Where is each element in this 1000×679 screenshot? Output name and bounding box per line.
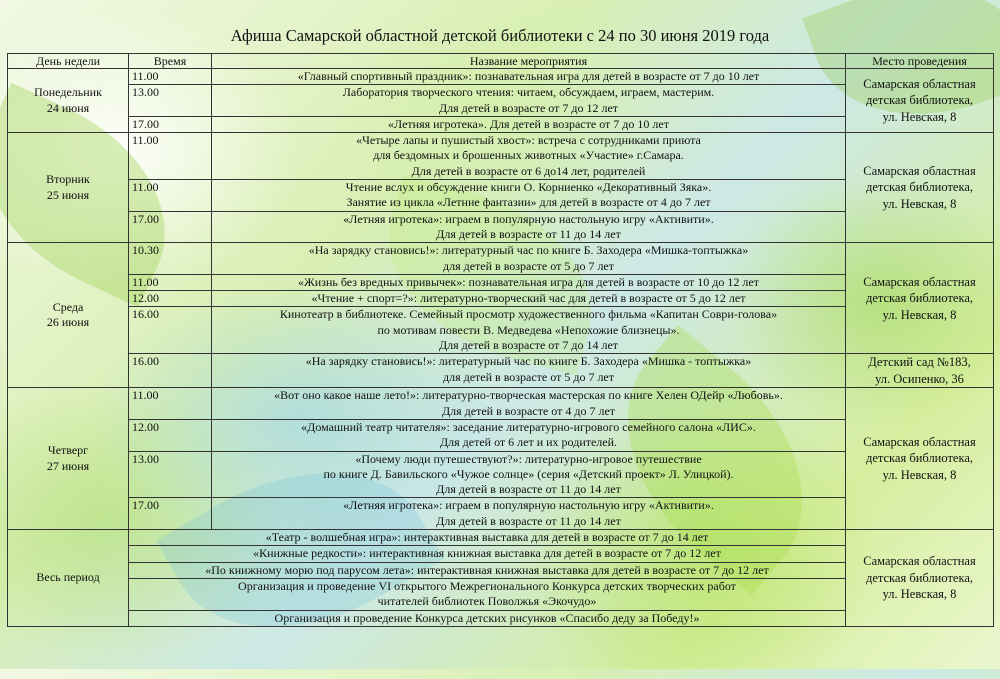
text-line: по мотивам повести В. Медведева «Непохожие близнецы». — [377, 322, 680, 337]
period-event-description — [129, 530, 846, 546]
text-line: Занятие из цикла «Летние фантазии» для детей в возрасте от 4 до 7 лет — [346, 195, 711, 210]
event-time: 10.30 — [129, 243, 212, 275]
text-line: «Жизнь без вредных привычек»: познавательная игра для детей в возрасте от 10 до 12 лет — [298, 274, 759, 289]
text-line: ул. Невская, 8 — [882, 109, 957, 124]
page-title: Афиша Самарской областной детской библиотеки с 24 по 30 июня 2019 года — [230, 26, 770, 45]
text-line: по книге Д. Бавильского «Чужое солнце» (серия «Детский проект» Л. Улицкой). — [323, 466, 734, 481]
text-line: ул. Невская, 8 — [882, 467, 957, 482]
event-time: 13.00 — [129, 85, 212, 117]
text-line: ул. Осипенко, 36 — [875, 371, 964, 386]
period-row — [8, 530, 994, 546]
event-time: 16.00 — [129, 307, 212, 354]
event-time: 11.00 — [129, 180, 212, 212]
event-row — [8, 388, 994, 420]
text-line: Для детей в возрасте от 7 до 12 лет — [438, 100, 619, 115]
place-cell — [846, 69, 994, 133]
column-header-place: Место проведения — [846, 54, 994, 69]
event-time: 11.00 — [129, 388, 212, 420]
event-time: 13.00 — [129, 451, 212, 498]
place-cell-extra — [846, 354, 994, 388]
event-description — [212, 451, 846, 498]
event-row — [8, 243, 994, 275]
column-header-day: День недели — [8, 54, 129, 69]
day-cell — [8, 69, 129, 133]
place-cell — [846, 530, 994, 627]
period-event-description — [129, 562, 846, 578]
event-row — [8, 133, 994, 180]
event-time: 16.00 — [129, 354, 212, 388]
text-line: Самарская областная — [863, 434, 976, 449]
text-line: «Вот оно какое наше лето!»: литературно-творческая мастерская по книге Хелен ОДейр «Любовь». — [274, 388, 783, 403]
day-cell — [8, 243, 129, 388]
event-time: 12.00 — [129, 291, 212, 307]
event-description — [212, 354, 846, 388]
text-line: ул. Невская, 8 — [882, 196, 957, 211]
event-time: 11.00 — [129, 69, 212, 85]
text-line: «Театр - волшебная игра»: интерактивная выставка для детей в возрасте от 7 до 14 лет — [265, 530, 709, 545]
event-description — [212, 85, 846, 117]
text-line: Кинотеатр в библиотеке. Семейный просмотр художественного фильма «Капитан Соври-голова» — [279, 307, 778, 322]
header-row — [8, 54, 994, 69]
day-date: 25 июня — [46, 187, 90, 202]
schedule-table — [7, 53, 994, 627]
text-line: Организация и проведение VI открытого Межрегионального Конкурса детских творческих работ — [238, 578, 736, 593]
event-description — [212, 69, 846, 85]
text-line: «Летняя игротека»: играем в популярную настольную игру «Активити». — [343, 211, 714, 226]
text-line: «На зарядку становись!»: литературный час по книге Б. Заходера «Мишка - топтыжка» — [305, 354, 752, 369]
event-description — [212, 307, 846, 354]
day-name: Вторник — [46, 172, 90, 187]
event-description — [212, 133, 846, 180]
text-line: «Летняя игротека»: играем в популярную настольную игру «Активити». — [343, 498, 714, 513]
text-line: Самарская областная — [863, 274, 976, 289]
day-name: Среда — [52, 300, 84, 314]
period-event-description — [129, 610, 846, 626]
text-line: ул. Невская, 8 — [882, 587, 957, 602]
event-description — [212, 211, 846, 243]
event-description — [212, 498, 846, 530]
text-line: «Главный спортивный праздник»: познавательная игра для детей в возрасте от 7 до 10 лет — [297, 69, 760, 83]
text-line: «По книжному морю под парусом лета»: интерактивная книжная выставка для детей в возрасте от 7 до 12 лет — [205, 562, 769, 577]
event-description — [212, 116, 846, 132]
text-line: для детей в возрасте от 5 до 7 лет — [443, 258, 614, 273]
text-line: «Книжные редкости»: интерактивная книжная выставка для детей в возрасте от 7 до 12 лет — [253, 546, 721, 561]
text-line: Для детей в возрасте от 4 до 7 лет — [441, 403, 616, 418]
event-description — [212, 274, 846, 290]
day-name: Понедельник — [34, 85, 102, 100]
text-line: Детский сад №183, — [868, 355, 971, 370]
day-cell — [8, 388, 129, 530]
text-line: Для детей в возрасте от 11 до 14 лет — [436, 226, 621, 241]
text-line: Организация и проведение Конкурса детских рисунков «Спасибо деду за Победу!» — [274, 610, 700, 625]
text-line: Самарская областная — [863, 76, 976, 91]
column-header-time: Время — [129, 54, 212, 69]
text-line: Лаборатория творческого чтения: читаем, обсуждаем, играем, мастерим. — [342, 85, 715, 100]
text-line: Для детей в возрасте от 11 до 14 лет — [436, 482, 621, 497]
text-line: Самарская областная — [863, 554, 976, 569]
event-description — [212, 180, 846, 212]
text-line: Чтение вслух и обсуждение книги О. Корниенко «Декоративный Зяка». — [345, 180, 712, 195]
event-time: 17.00 — [129, 211, 212, 243]
event-row — [8, 354, 994, 388]
event-time: 17.00 — [129, 116, 212, 132]
schedule-body — [8, 69, 994, 627]
text-line: детская библиотека, — [865, 451, 974, 466]
text-line: Для детей от 6 лет и их родителей. — [439, 435, 618, 450]
place-cell — [846, 133, 994, 243]
text-line: детская библиотека, — [865, 180, 974, 195]
text-line: Самарская областная — [863, 163, 976, 178]
place-cell — [846, 388, 994, 530]
text-line: «Почему люди путешествуют?»: литературно-игровое путешествие — [355, 451, 702, 466]
text-line: детская библиотека, — [865, 93, 974, 108]
text-line: ул. Невская, 8 — [882, 307, 957, 322]
event-time: 11.00 — [129, 274, 212, 290]
period-event-description — [129, 546, 846, 562]
column-header-event: Название мероприятия — [212, 54, 846, 69]
text-line: детская библиотека, — [865, 291, 974, 306]
event-row — [8, 69, 994, 85]
text-line: «Чтение + спорт=?»: литературно-творческий час для детей в возрасте от 5 до 12 лет — [311, 291, 746, 306]
text-line: «Домашний театр читателя»: заседание литературно-игрового семейного салона «ЛИС». — [301, 419, 756, 434]
event-description — [212, 388, 846, 420]
text-line: для детей в возрасте от 5 до 7 лет — [443, 369, 614, 384]
event-time: 17.00 — [129, 498, 212, 530]
day-name: Четверг — [47, 443, 89, 458]
day-date: 24 июня — [46, 100, 90, 115]
period-event-description — [129, 578, 846, 610]
event-time: 11.00 — [129, 133, 212, 180]
text-line: детская библиотека, — [865, 570, 974, 585]
event-description — [212, 291, 846, 307]
event-time: 12.00 — [129, 419, 212, 451]
day-date: 27 июня — [46, 458, 90, 473]
text-line: для бездомных и брошенных животных «Участие» г.Самара. — [373, 148, 684, 163]
text-line: Для детей в возрасте от 7 до 14 лет — [438, 338, 619, 353]
period-cell: Весь период — [8, 530, 129, 627]
text-line: «Четыре лапы и пушистый хвост»: встреча с сотрудниками приюта — [356, 133, 701, 148]
event-description — [212, 243, 846, 275]
place-cell — [846, 243, 994, 354]
day-cell — [8, 133, 129, 243]
text-line: «На зарядку становись!»: литературный час по книге Б. Заходера «Мишка-топтыжка» — [308, 243, 749, 258]
text-line: читателей библиотек Поволжья «Экочудо» — [377, 594, 597, 609]
text-line: Для детей в возрасте от 6 до14 лет, родителей — [411, 163, 646, 178]
event-description — [212, 419, 846, 451]
day-date: 26 июня — [46, 315, 90, 330]
text-line: Для детей в возрасте от 11 до 14 лет — [436, 513, 621, 528]
text-line: «Летняя игротека». Для детей в возрасте от 7 до 10 лет — [388, 116, 669, 131]
